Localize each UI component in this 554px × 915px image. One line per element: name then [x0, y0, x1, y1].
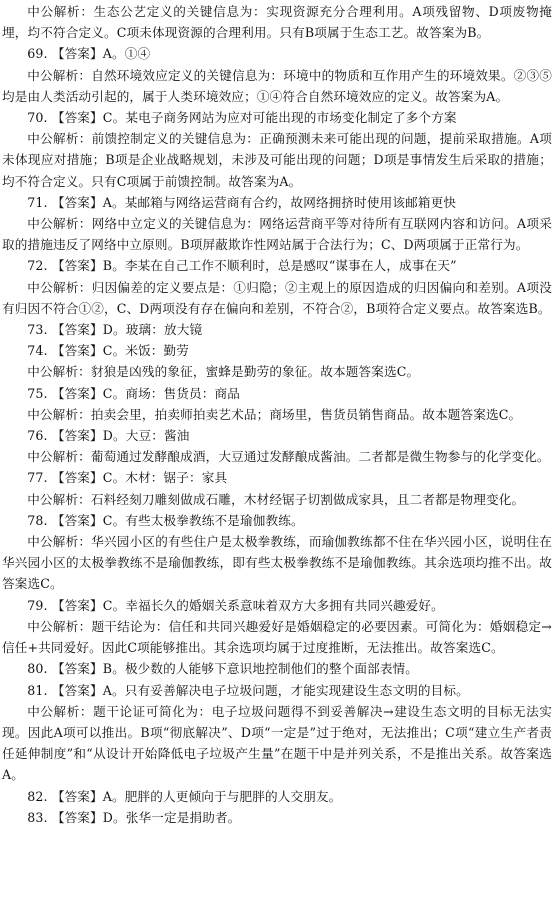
explanation-paragraph: 中公解析：题干结论为：信任和共同兴趣爱好是婚姻稳定的必要因素。可简化为：婚姻稳定→信任+共同爱好。因此C项能够推出。其余选项均属于过度推断，无法推出。故答案选C。 — [2, 618, 552, 656]
explanation-paragraph: 中公解析：归因偏差的定义要点是：①归隐；②主观上的原因造成的归因偏向和差别。A项没有归因不符合①②，C、D两项没有存在偏向和差别，不符合②，B项符合定义要点。故答案选B。 — [2, 279, 552, 316]
answer-line-79: 79. 【答案】C。幸福长久的婚姻关系意味着双方大多拥有共同兴趣爱好。 — [27, 597, 444, 613]
answer-line-70: 70. 【答案】C。某电子商务网站为应对可能出现的市场变化制定了多个方案 — [27, 110, 457, 126]
explanation-paragraph: 中公解析：自然环境效应定义的关键信息为：环境中的物质和互作用产生的环境效果。②③⑤均是由人类活动引起的，属于人类环境效应；①④符合自然环境效应的定义。故答案为A。 — [2, 67, 552, 104]
explanation-paragraph: 中公解析：豺狼是凶残的象征，蜜蜂是勤劳的象征。故本题答案选C。 — [27, 364, 420, 380]
answer-line-81: 81. 【答案】A。只有妥善解决电子垃圾问题，才能实现建设生态文明的目标。 — [27, 682, 469, 698]
explanation-paragraph: 中公解析：石料经刻刀雕刻做成石雕，木材经锯子切割做成家具，且二者都是物理变化。 — [27, 491, 525, 507]
answer-line-82: 82. 【答案】A。肥胖的人更倾向于与肥胖的人交朋友。 — [27, 788, 342, 804]
explanation-paragraph: 中公解析：拍卖会里，拍卖师拍卖艺术品；商场里，售货员销售商品。故本题答案选C。 — [27, 406, 522, 422]
answer-line-75: 75. 【答案】C。商场：售货员：商品 — [27, 385, 241, 401]
explanation-paragraph: 中公解析：网络中立定义的关键信息为：网络运营商平等对待所有互联网内容和访问。A项采取的措施违反了网络中立原则。B项屏蔽欺诈性网站属于合法行为；C、D两项属于正常行为。 — [2, 216, 552, 253]
answer-line-73: 73. 【答案】D。玻璃：放大镜 — [27, 322, 203, 338]
answer-line-71: 71. 【答案】A。某邮箱与网络运营商有合约，故网络拥挤时使用该邮箱更快 — [27, 194, 457, 210]
answer-line-72: 72. 【答案】B。李某在自己工作不顺利时，总是感叹“谋事在人，成事在天” — [27, 258, 457, 274]
answer-line-77: 77. 【答案】C。木材：锯子：家具 — [27, 470, 228, 486]
answer-line-80: 80. 【答案】B。极少数的人能够下意识地控制他们的整个面部表情。 — [27, 661, 419, 677]
answer-line-74: 74. 【答案】C。米饭：勤劳 — [27, 343, 190, 359]
explanation-paragraph: 中公解析：前馈控制定义的关键信息为：正确预测未来可能出现的问题，提前采取措施。A项未体现应对措施；B项是企业战略规划，未涉及可能出现的问题；D项是事情发生后采取的措施；均不符合定义。只有C项属于前馈控制。故答案为A。 — [2, 131, 552, 189]
explanation-paragraph: 中公解析：葡萄通过发酵酿成酒，大豆通过发酵酿成酱油。二者都是微生物参与的化学变化。 — [27, 449, 550, 465]
answer-line-69: 69. 【答案】A。①④ — [27, 46, 151, 62]
explanation-paragraph: 中公解析：题干论证可简化为：电子垃圾问题得不到妥善解决→建设生态文明的目标无法实现。因此A项可以推出。B项“彻底解决”、D项“一定是”过于绝对，无法推出；C项“建立生产者责任延伸制度”和“从设计开始降低电子垃圾产生量”在题干中是并列关系，不是推出关系。故答案选A。 — [2, 703, 552, 783]
answer-line-76: 76. 【答案】D。大豆：酱油 — [27, 428, 190, 444]
answer-line-83: 83. 【答案】D。张华一定是捐助者。 — [27, 809, 241, 825]
answer-line-78: 78. 【答案】C。有些太极拳教练不是瑜伽教练。 — [27, 512, 304, 528]
explanation-paragraph: 中公解析：华兴园小区的有些住户是太极拳教练，而瑜伽教练都不住在华兴园小区，说明住在华兴园小区的太极拳教练不是瑜伽教练，即有些太极拳教练不是瑜伽教练。其余选项均推不出。故答案选C。 — [2, 534, 552, 592]
explanation-paragraph: 中公解析：生态公艺定义的关键信息为：实现资源充分合理利用。A项残留物、D项废物掩埋，均不符合定义。C项未体现资源的合理利用。只有B项属于生态工艺。故答案为B。 — [2, 4, 552, 41]
